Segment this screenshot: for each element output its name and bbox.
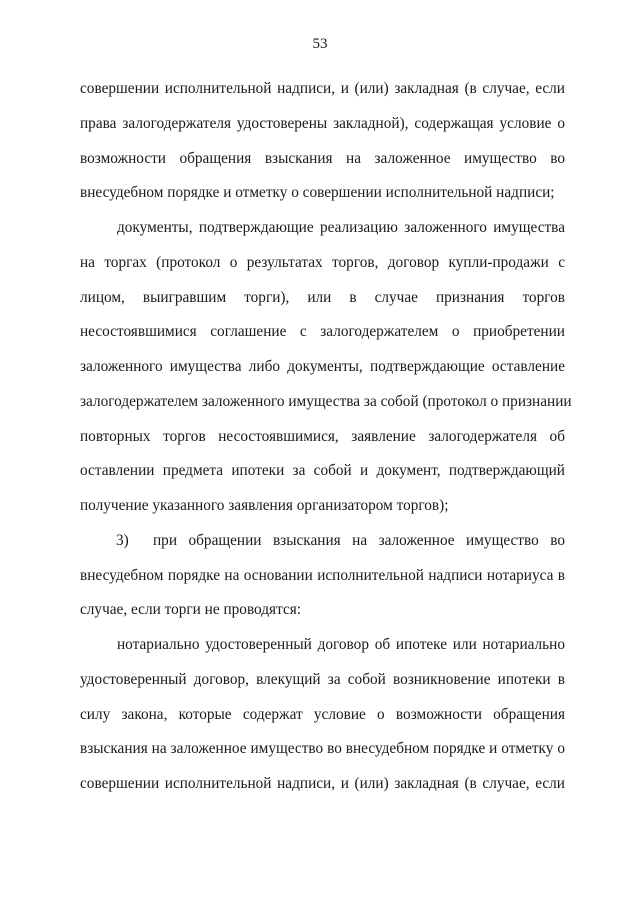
- list-item-number: 3): [116, 532, 129, 549]
- text-line: взыскания на заложенное имущество во внесудебном порядке и отметку о: [80, 740, 565, 757]
- text-line: совершении исполнительной надписи, и (или) закладная (в случае, если: [80, 775, 565, 792]
- text-line: внесудебном порядке на основании исполнительной надписи нотариуса в: [80, 567, 565, 584]
- text-line: при обращении взыскания на заложенное имущество во: [153, 532, 565, 549]
- text-line: нотариально удостоверенный договор об ипотеке или нотариально: [117, 636, 565, 653]
- text-line: получение указанного заявления организатором торгов);: [80, 497, 449, 514]
- text-line: документы, подтверждающие реализацию заложенного имущества: [117, 219, 565, 236]
- text-line: случае, если торги не проводятся:: [80, 601, 302, 618]
- page-number: 53: [312, 36, 328, 52]
- text-line: удостоверенный договор, влекущий за собой возникновение ипотеки в: [80, 671, 565, 688]
- text-line: возможности обращения взыскания на заложенное имущество во: [80, 150, 565, 167]
- text-line: повторных торгов несостоявшимися, заявление залогодержателя об: [80, 428, 565, 445]
- text-line: оставлении предмета ипотеки за собой и документ, подтверждающий: [80, 462, 565, 479]
- text-line: права залогодержателя удостоверены закладной), содержащая условие о: [80, 115, 565, 132]
- text-line: внесудебном порядке и отметку о совершении исполнительной надписи;: [80, 184, 555, 201]
- text-line: заложенного имущества либо документы, подтверждающие оставление: [80, 358, 565, 375]
- text-line: на торгах (протокол о результатах торгов, договор купли-продажи с: [80, 254, 565, 271]
- text-line: силу закона, которые содержат условие о возможности обращения: [80, 706, 565, 723]
- text-line: совершении исполнительной надписи, и (или) закладная (в случае, если: [80, 80, 565, 97]
- text-line: лицом, выигравшим торги), или в случае признания торгов: [80, 289, 565, 306]
- text-line: залогодержателем заложенного имущества за собой (протокол о признании: [80, 393, 572, 410]
- text-line: несостоявшимися соглашение с залогодержателем о приобретении: [80, 323, 565, 340]
